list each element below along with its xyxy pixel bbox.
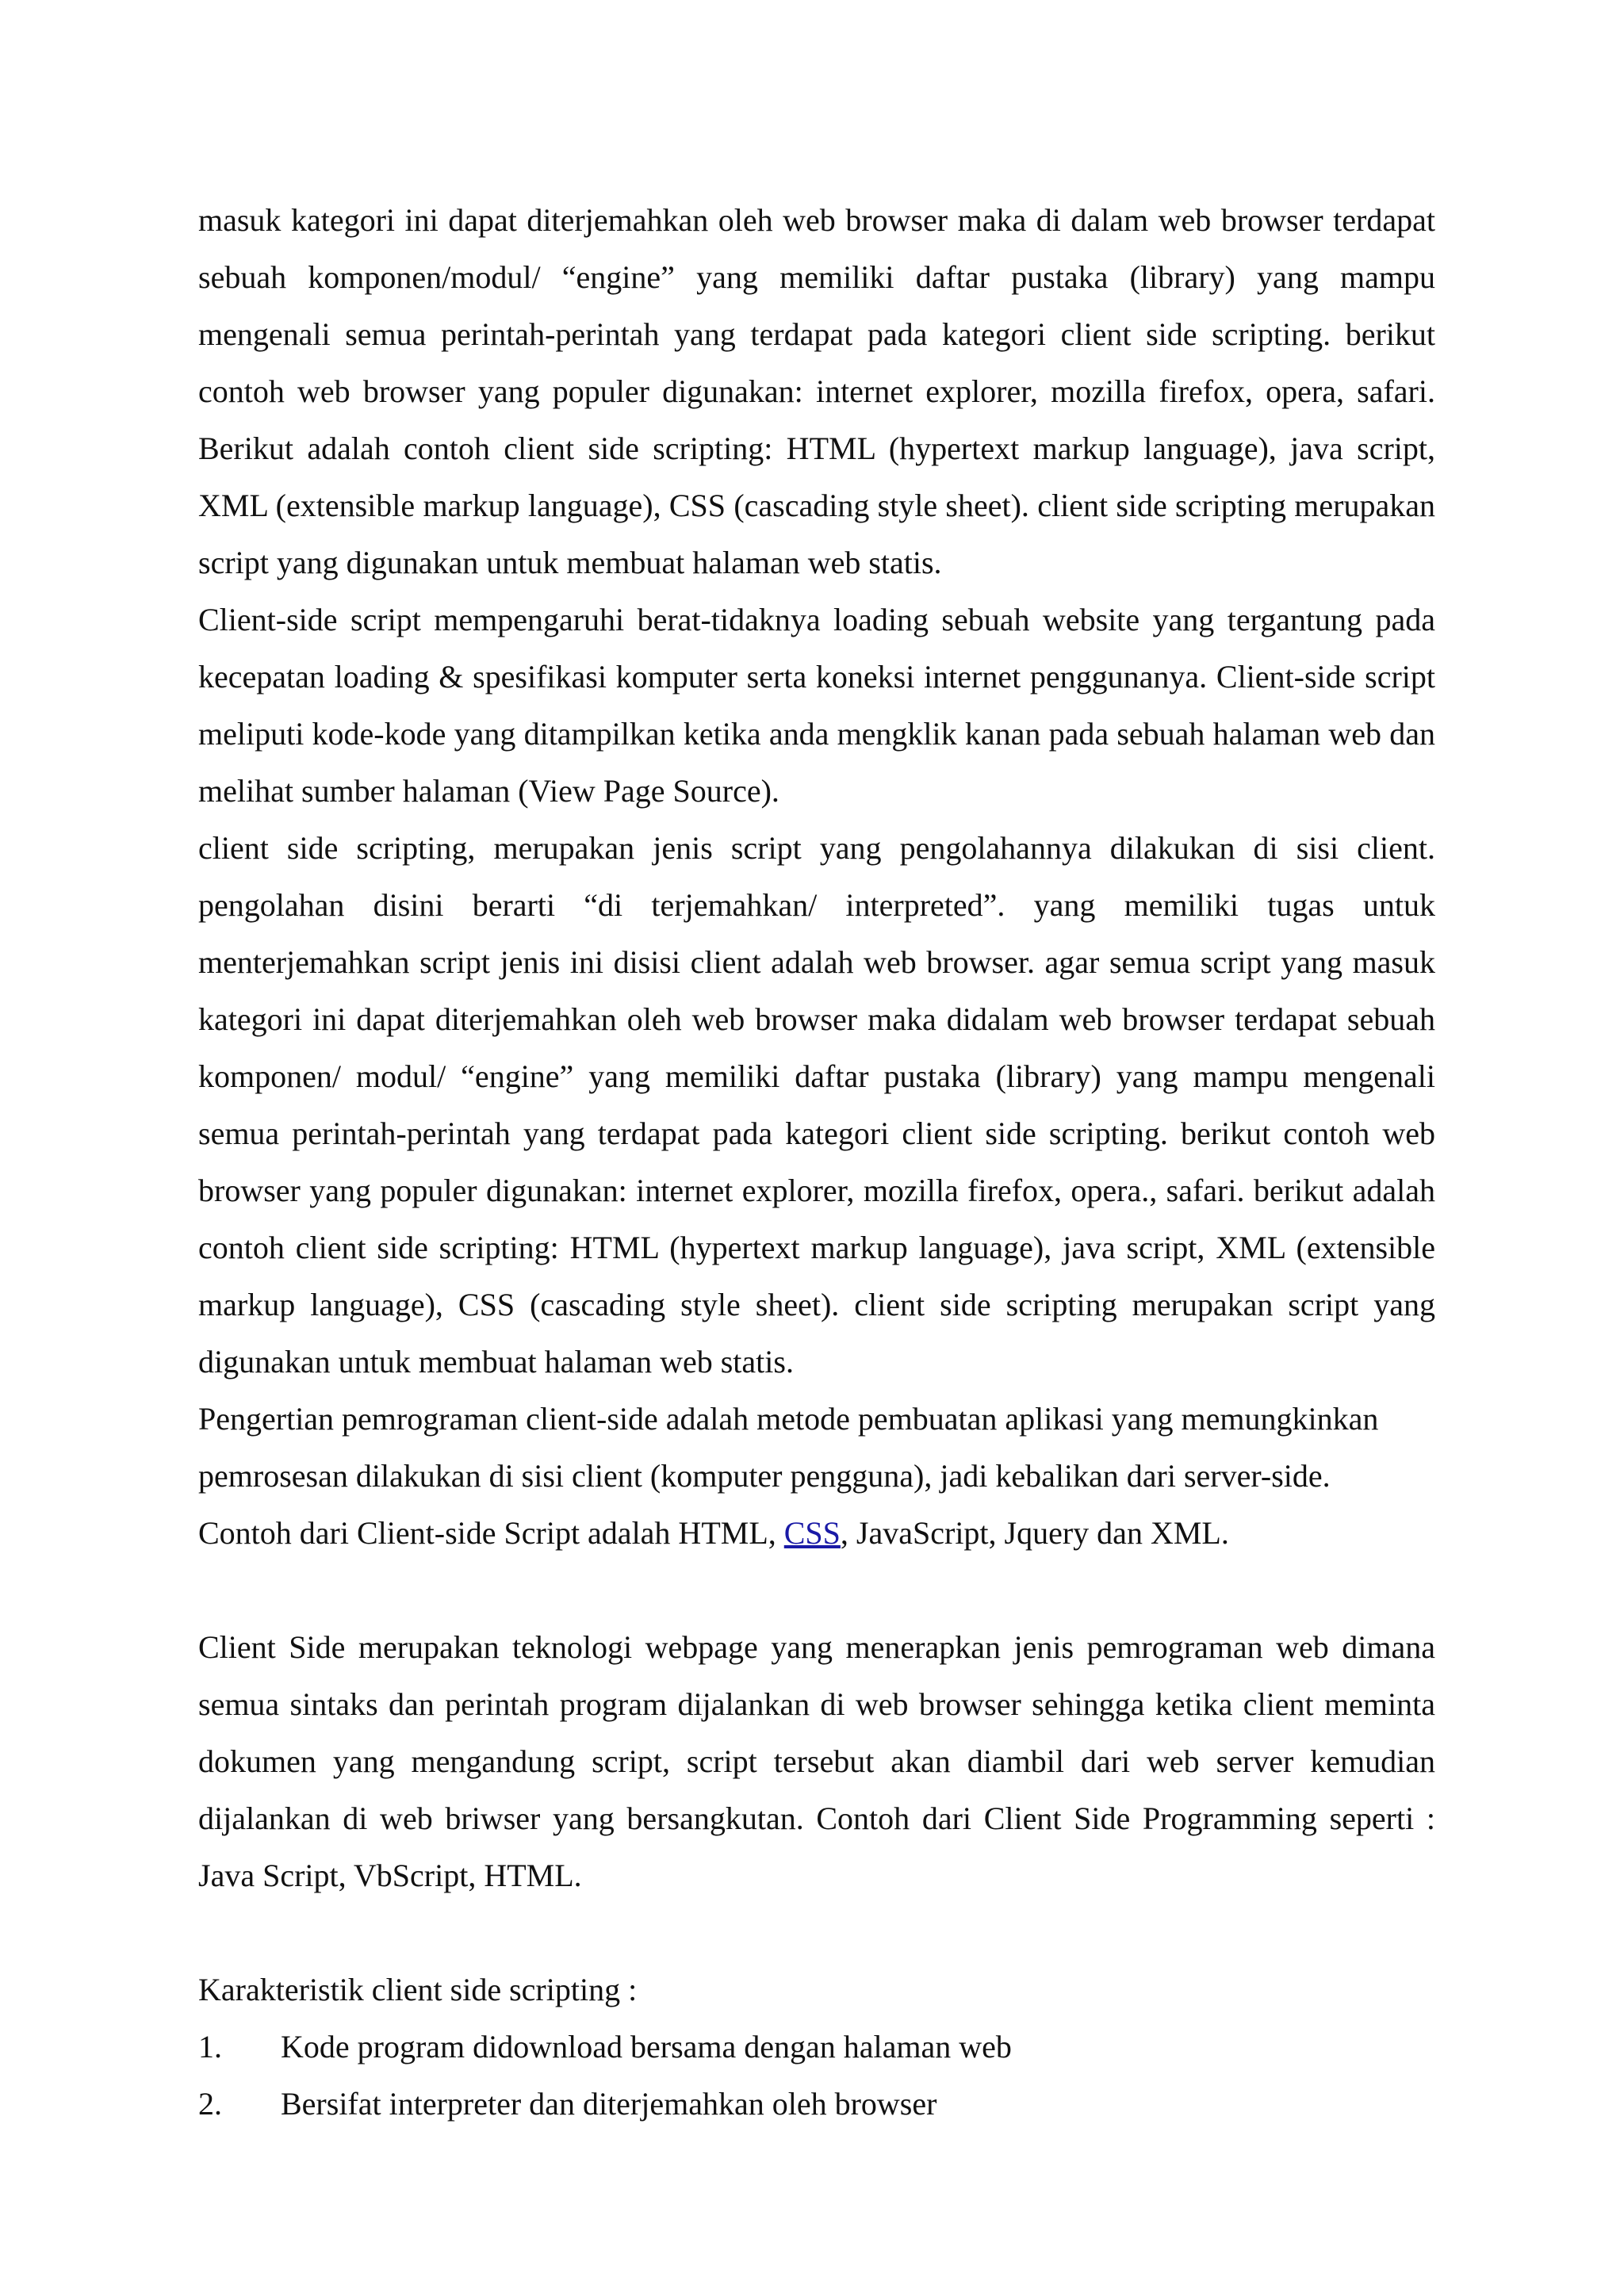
paragraph-client-side-technology: Client Side merupakan teknologi webpage yang menerapkan jenis pemrograman web dimana semua sintaks dan perintah program dijalankan di web browser sehingga ketika client meminta dokumen yang mengandung script, script tersebut akan diambil dari web server kemudian dijalankan di web briwser yang bersangkutan. Contoh dari Client Side Programming seperti : Java Script, VbScript, HTML. (198, 1629, 1435, 1893)
characteristics-heading: Karakteristik client side scripting : (198, 1972, 638, 2007)
paragraph-definition: Pengertian pemrograman client-side adalah metode pembuatan aplikasi yang memungkinkan pemrosesan dilakukan di sisi client (komputer pengguna), jadi kebalikan dari server-side. (198, 1401, 1379, 1494)
paragraph-gap (198, 1562, 1435, 1619)
example-text-after: , JavaScript, Jquery dan XML. (840, 1515, 1229, 1551)
paragraph-loading: Client-side script mempengaruhi berat-tidaknya loading sebuah website yang tergantung pada kecepatan loading & spesifikasi komputer serta koneksi internet penggunanya. Client-side script meliputi kode-kode yang ditampilkan ketika anda mengklik kanan pada sebuah halaman web dan melihat sumber halaman (View Page Source). (198, 602, 1435, 809)
list-item (198, 2019, 1435, 2076)
document-page (198, 192, 1435, 2133)
css-link[interactable]: CSS (783, 1515, 841, 1551)
list-item-text: Bersifat interpreter dan diterjemahkan oleh browser (281, 2086, 937, 2122)
list-item-number: 1. (198, 2029, 222, 2064)
paragraph-browser-engine: masuk kategori ini dapat diterjemahkan oleh web browser maka di dalam web browser terdapat sebuah komponen/modul/ “engine” yang memiliki daftar pustaka (library) yang mampu mengenali semua perintah-perintah yang terdapat pada kategori client side scripting. berikut contoh web browser yang populer digunakan: internet explorer, mozilla firefox, opera, safari. Berikut adalah contoh client side scripting: HTML (hypertext markup language), java script, XML (extensible markup language), CSS (cascading style sheet). client side scripting merupakan script yang digunakan untuk membuat halaman web statis. (198, 202, 1435, 580)
list-item-number: 2. (198, 2086, 222, 2122)
list-item (198, 2076, 1435, 2133)
list-item-text: Kode program didownload bersama dengan halaman web (281, 2029, 1012, 2064)
paragraph-gap (198, 1904, 1435, 1961)
paragraph-client-side-scripting: client side scripting, merupakan jenis script yang pengolahannya dilakukan di sisi client. pengolahan disini berarti “di terjemahkan/ interpreted”. yang memiliki tugas untuk menterjemahkan script jenis ini disisi client adalah web browser. agar semua script yang masuk kategori ini dapat diterjemahkan oleh web browser maka didalam web browser terdapat sebuah komponen/ modul/ “engine” yang memiliki daftar pustaka (library) yang mampu mengenali semua perintah-perintah yang terdapat pada kategori client side scripting. berikut contoh web browser yang populer digunakan: internet explorer, mozilla firefox, opera., safari. berikut adalah contoh client side scripting: HTML (hypertext markup language), java script, XML (extensible markup language), CSS (cascading style sheet). client side scripting merupakan script yang digunakan untuk membuat halaman web statis. (198, 830, 1435, 1380)
paragraph-example-line (198, 1505, 1435, 1562)
characteristics-list (198, 2019, 1435, 2133)
example-text-before: Contoh dari Client-side Script adalah HTML, (198, 1515, 784, 1551)
